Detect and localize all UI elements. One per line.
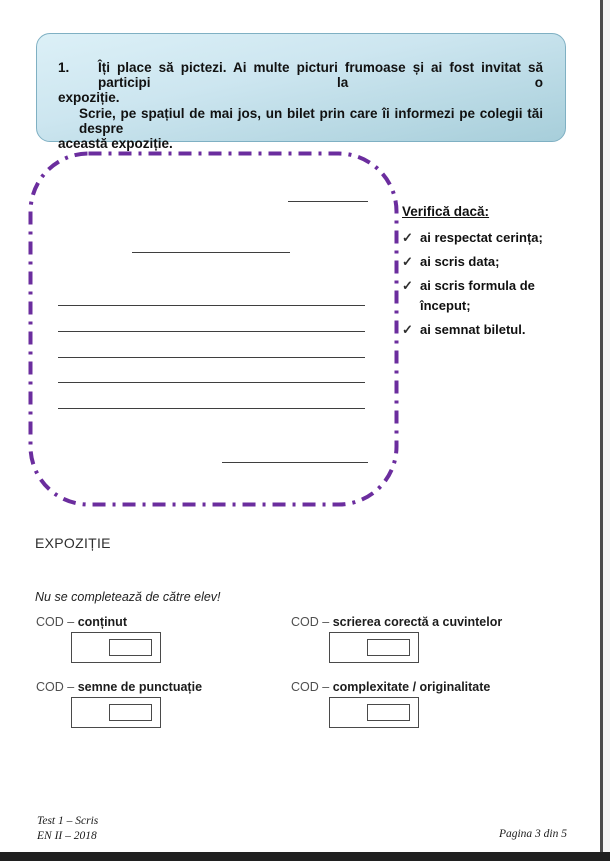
cod-prefix: COD – (36, 615, 78, 629)
checkmark-icon: ✓ (402, 322, 413, 337)
score-inner-box (109, 639, 152, 656)
score-outer-box (329, 632, 419, 663)
checklist-item-label: ai scris formula de început; (420, 278, 535, 313)
checkmark-icon: ✓ (402, 254, 413, 269)
checklist-item (402, 252, 572, 272)
cod-name: complexitate / originalitate (332, 680, 491, 694)
cod-item-complexitate (291, 680, 490, 728)
page-right-margin (603, 0, 610, 861)
instruction-line: expoziție. (58, 90, 120, 106)
cod-label (291, 680, 490, 694)
checklist-item (402, 276, 572, 316)
cod-name: conținut (77, 615, 127, 629)
score-inner-box (367, 639, 410, 656)
section-heading: EXPOZIȚIE (35, 535, 111, 551)
instruction-line: această expoziție. (58, 136, 173, 152)
cod-name: scrierea corectă a cuvintelor (332, 615, 503, 629)
cod-prefix: COD – (36, 680, 78, 694)
instruction-line (58, 60, 543, 90)
checklist-title: Verifică dacă: (402, 204, 490, 219)
footer-page-indicator: Pagina 3 din 5 (498, 828, 567, 840)
footer-test-year: EN II – 2018 (37, 830, 97, 842)
cod-label (36, 680, 202, 694)
instruction-line: Scrie, pe spațiul de mai jos, un bilet prin care îi informezi pe colegii tăi despre (79, 105, 543, 136)
task-number: 1. (58, 60, 70, 75)
write-line-body (58, 357, 365, 358)
cod-name: semne de punctuație (77, 680, 203, 694)
cod-label (36, 615, 161, 629)
page-bottom-bar (0, 852, 610, 861)
cod-prefix: COD – (291, 680, 333, 694)
footer-test-name: Test 1 – Scris (37, 815, 99, 827)
footer-test-info (37, 814, 98, 844)
cod-item-continut (36, 615, 161, 663)
write-line-body (58, 382, 365, 383)
write-line-greeting (132, 252, 290, 253)
checklist-item-label: ai scris data; (420, 254, 500, 269)
write-line-date (288, 201, 368, 202)
cod-label (291, 615, 502, 629)
checkmark-icon: ✓ (402, 230, 413, 245)
write-line-body (58, 408, 365, 409)
checklist (402, 204, 572, 344)
cod-item-punctuatie (36, 680, 202, 728)
write-line-body (58, 305, 365, 306)
teacher-note: Nu se completează de către elev! (35, 590, 221, 604)
write-line-signature (222, 462, 368, 463)
checkmark-icon: ✓ (402, 278, 413, 293)
score-outer-box (71, 697, 161, 728)
instruction-box (36, 33, 566, 152)
instruction-text: Îți place să pictezi. Ai multe picturi frumoase și ai fost invitat să participi la o (98, 60, 543, 91)
checklist-item (402, 228, 572, 248)
cod-item-scriere (291, 615, 502, 663)
score-inner-box (109, 704, 152, 721)
checklist-item-label: ai semnat biletul. (420, 322, 526, 337)
score-inner-box (367, 704, 410, 721)
score-outer-box (329, 697, 419, 728)
checklist-item-label: ai respectat cerința; (420, 230, 543, 245)
score-outer-box (71, 632, 161, 663)
checklist-item (402, 320, 572, 340)
writing-area-dashed-border (28, 151, 399, 507)
write-line-body (58, 331, 365, 332)
cod-prefix: COD – (291, 615, 333, 629)
